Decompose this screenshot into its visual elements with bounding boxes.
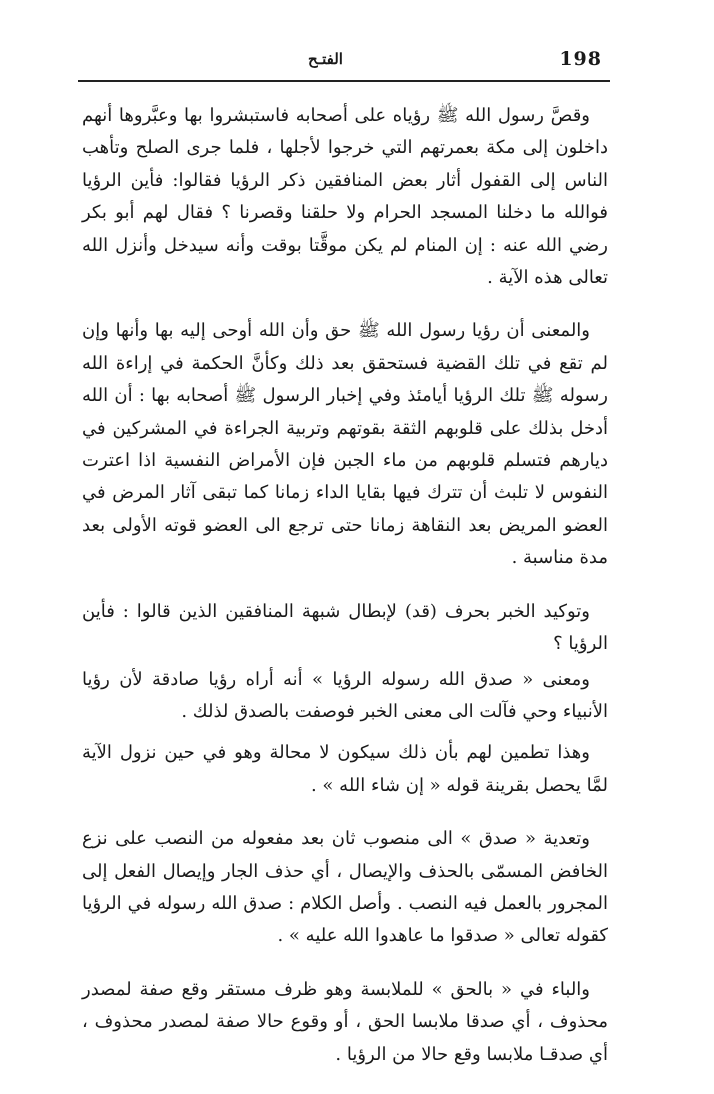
- paragraph: وهذا تطمين لهم بأن ذلك سيكون لا محالة وهو في حين نزول الآية لمَّا يحصل بقرينة قوله « إن شاء الله » .: [82, 742, 608, 796]
- header-divider: [78, 80, 610, 82]
- paragraph: وتوكيد الخبر بحرف (قد) لإبطال شبهة المنافقين الذين قالوا : فأين الرؤيا ؟: [82, 600, 608, 655]
- page-number: 198: [559, 48, 602, 70]
- paragraph: وتعدية « صدق » الى منصوب ثان بعد مفعوله من النصب على نزع الخافض المسمّى بالحذف والإيصال ، أي حذف الجار وإيصال الفعل إلى المجرور بالعمل فيه النصب . وأصل الكلام : صدق الله رسوله في الرؤيا كقوله تعالى « صدقوا ما عاهدوا الله عليه » .: [82, 828, 608, 947]
- page-header: [78, 44, 610, 80]
- paragraph: والباء في « بالحق » للملابسة وهو ظرف مستقر وقع صفة لمصدر محذوف ، أي صدقا ملابسا الحق ، أو وقوع حالا صفة لمصدر محذوف ، أي صدقـا ملابسا وقع حالا من الرؤيا .: [82, 978, 608, 1065]
- page-body: [82, 100, 608, 1071]
- paragraph: ومعنى « صدق الله رسوله الرؤيا » أنه أراه رؤيا صادقة لأن رؤيا الأنبياء وحي فآلت الى معنى الخبر فوصفت بالصدق لذلك .: [82, 668, 608, 722]
- running-title: الفتـح: [308, 50, 343, 68]
- paragraph: وقصَّ رسول الله ﷺ رؤياه على أصحابه فاستبشروا بها وعبَّروها أنهم داخلون إلى مكة بعمرتهم التي خرجوا لأجلها ، فلما جرى الصلح وتأهب الناس إلى القفول أثار بعض المنافقين ذكر الرؤيا فقالوا: فأين الرؤيا فوالله ما دخلنا المسجد الحرام ولا حلقنا وقصرنا ؟ فقال لهم أبو بكر رضي الله عنه : إن المنام لم يكن موقَّتا بوقت وأنه سيدخل وأنزل الله تعالى هذه الآية .: [82, 105, 608, 289]
- paragraph: والمعنى أن رؤيا رسول الله ﷺ حق وأن الله أوحى إليه بها وأنها وإن لم تقع في تلك القضية فستحقق بعد ذلك وكأنَّ الحكمة في إراءة الله رسوله ﷺ تلك الرؤيا أيامئذ وفي إخبار الرسول ﷺ أصحابه بها : أن الله أدخل بذلك على قلوبهم الثقة بقوتهم وتربية الجراءة في المشركين في ديارهم فتسلم قلوبهم من ماء الجبن فإن الأمراض النفسية اذا اعترت النفوس لا تلبث أن تترك فيها بقايا الداء زمانا كما تبقى آثار المرض في العضو المريض بعد النقاهة زمانا حتى ترجع الى العضو قوته الأولى بعد مدة مناسبة .: [82, 320, 608, 569]
